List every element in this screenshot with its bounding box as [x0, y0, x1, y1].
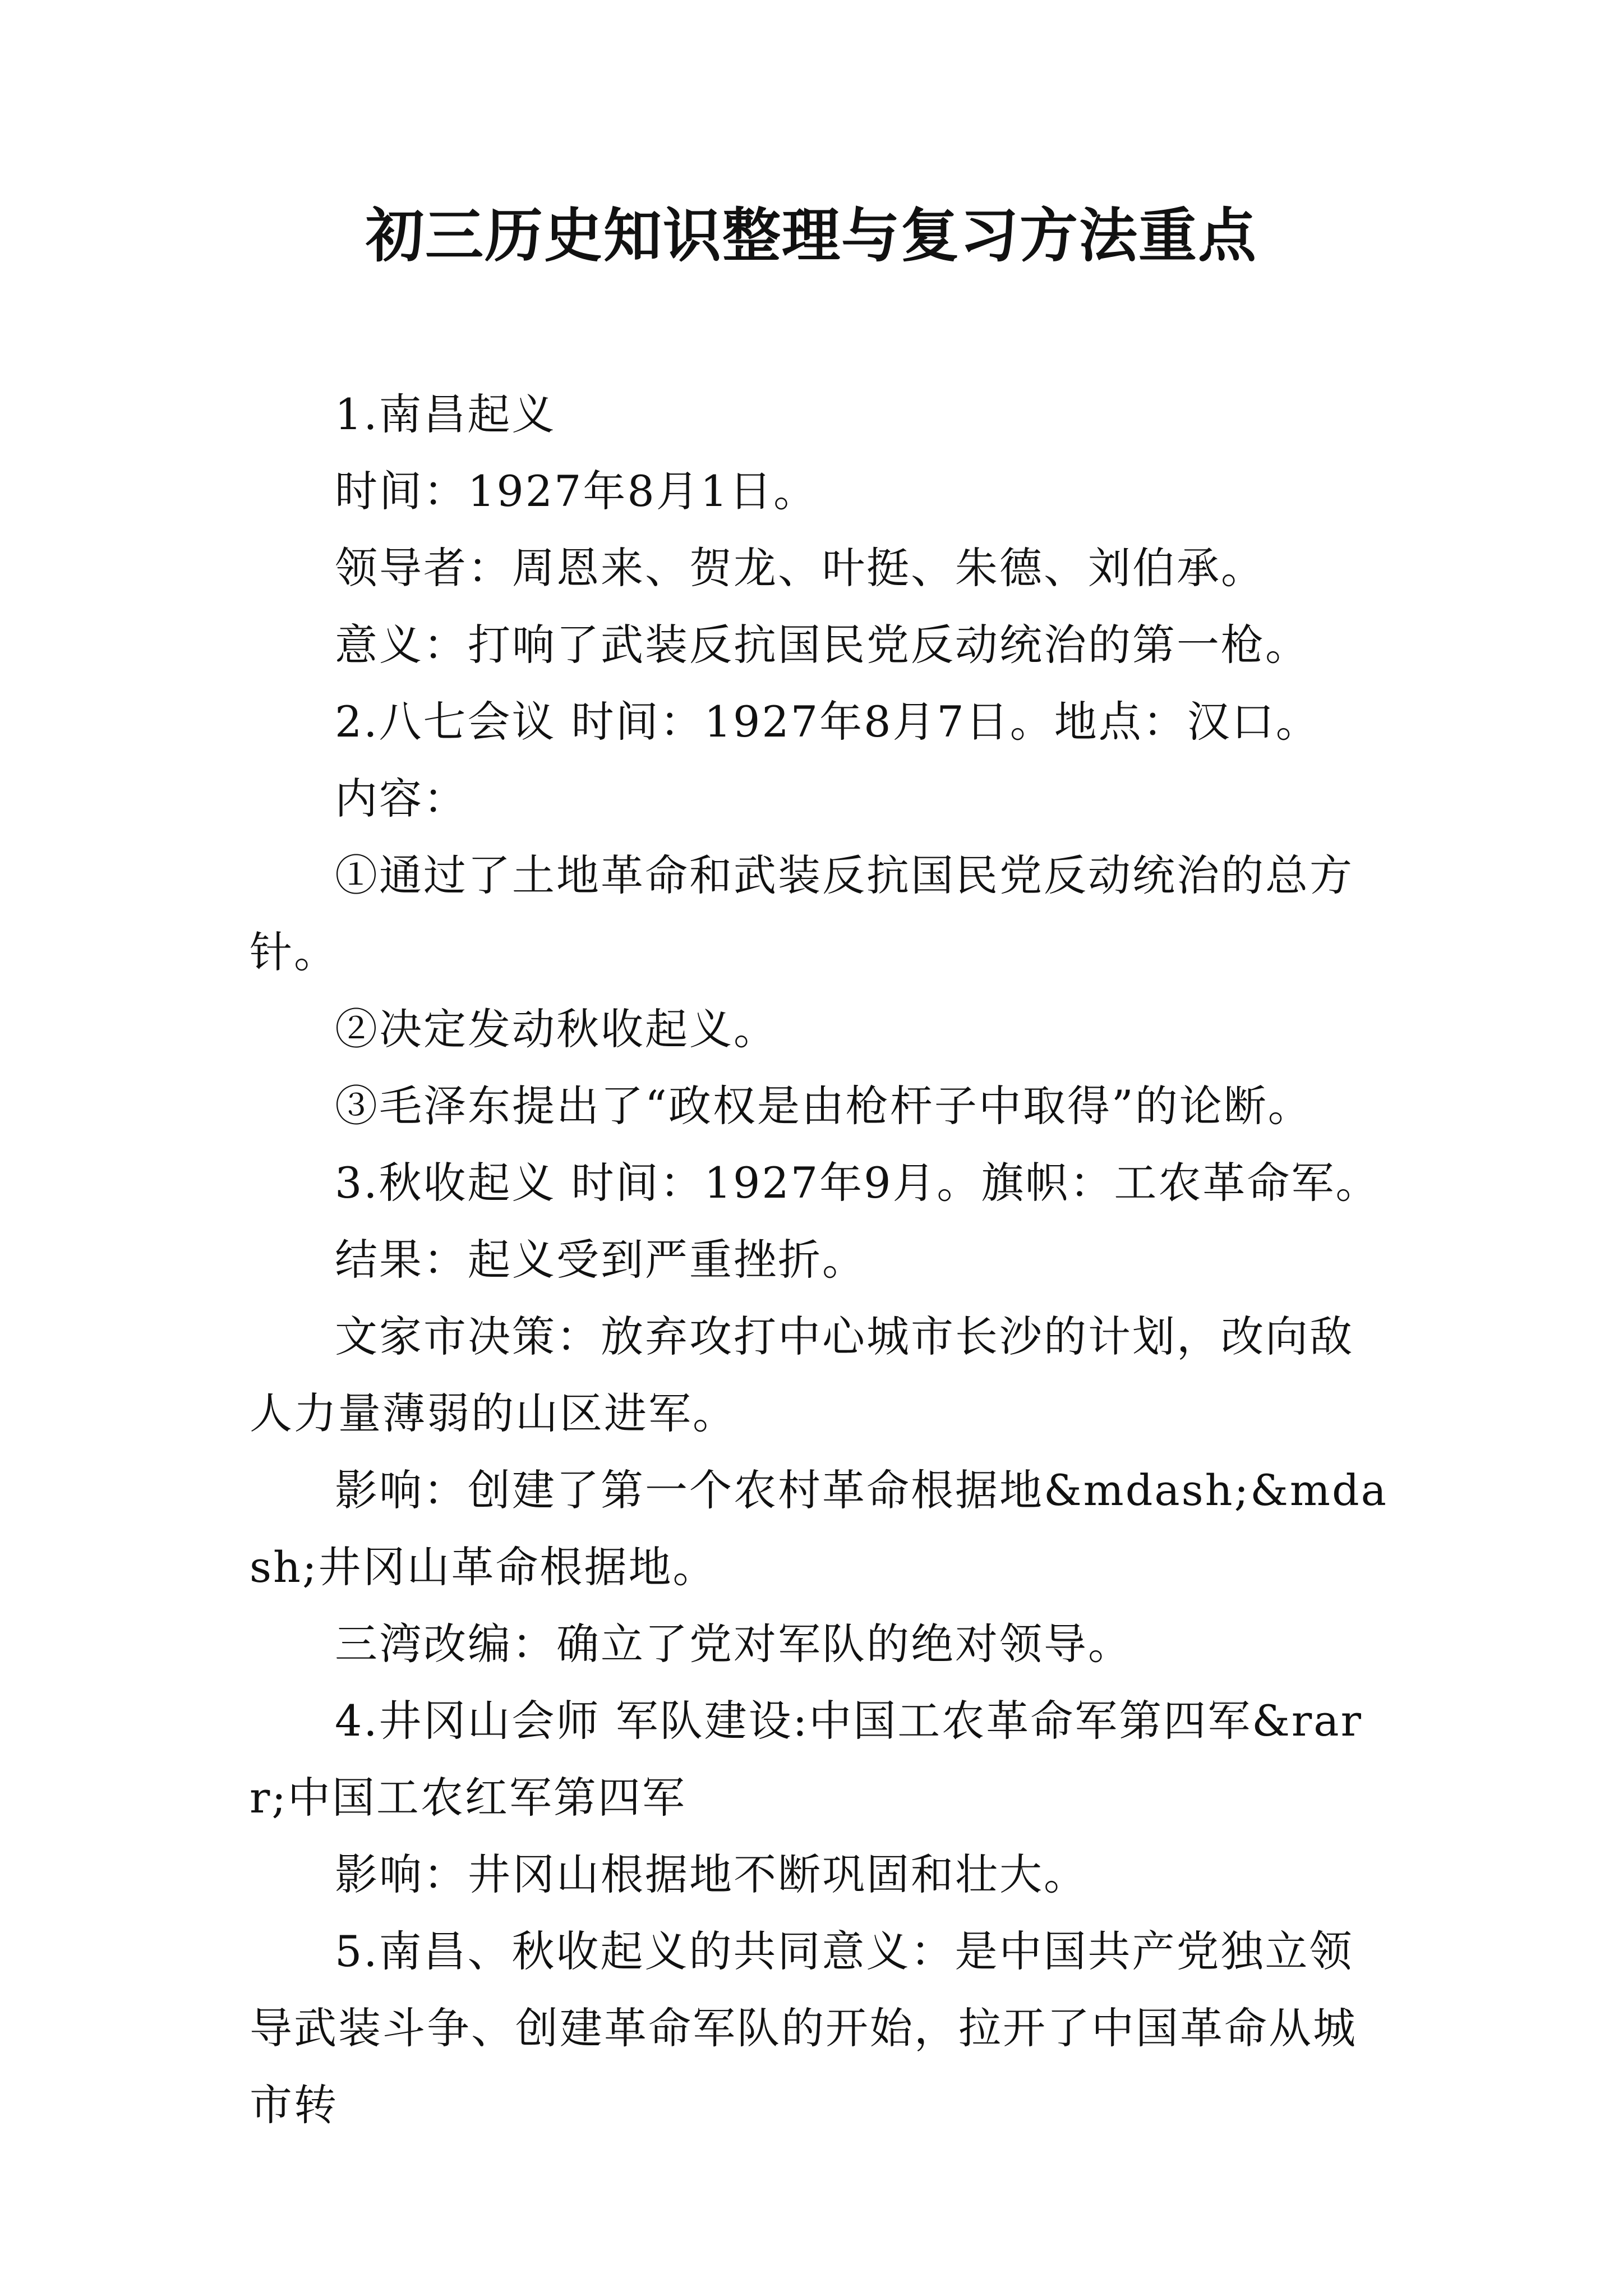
paragraph: ①通过了土地革命和武装反抗国民党反动统治的总方针。 [250, 850, 1354, 977]
paragraph: ③毛泽东提出了“政权是由枪杆子中取得”的论断。 [335, 1081, 1312, 1131]
paragraph: 1.南昌起义 [335, 389, 556, 439]
paragraph: 3.秋收起义 时间：1927年9月。旗帜：工农革命军。 [335, 1158, 1380, 1208]
paragraph: ②决定发动秋收起义。 [335, 1004, 778, 1054]
paragraph: 领导者：周恩来、贺龙、叶挺、朱德、刘伯承。 [335, 543, 1265, 593]
paragraph: 影响：井冈山根据地不断巩固和壮大。 [335, 1849, 1088, 1899]
paragraph: 影响：创建了第一个农村革命根据地&mdash;&mdash;井冈山革命根据地。 [250, 1465, 1388, 1592]
paragraph: 结果：起义受到严重挫折。 [335, 1235, 866, 1285]
paragraph: 2.八七会议 时间：1927年8月7日。地点：汉口。 [335, 697, 1320, 747]
paragraph: 5.南昌、秋收起义的共同意义：是中国共产党独立领导武装斗争、创建革命军队的开始，拉开了中国革命从城市转 [250, 1926, 1357, 2130]
document-body [250, 376, 1388, 2143]
paragraph: 意义：打响了武装反抗国民党反动统治的第一枪。 [335, 620, 1310, 670]
paragraph: 内容： [335, 774, 468, 823]
paragraph: 三湾改编：确立了党对军队的绝对领导。 [335, 1619, 1132, 1669]
paragraph: 文家市决策：放弃攻打中心城市长沙的计划，改向敌人力量薄弱的山区进军。 [250, 1312, 1354, 1438]
paragraph: 时间：1927年8月1日。 [335, 466, 818, 516]
document-title: 初三历史知识整理与复习方法重点 [365, 201, 1257, 270]
paragraph: 4.井冈山会师 军队建设:中国工农革命军第四军&rarr;中国工农红军第四军 [250, 1696, 1363, 1823]
